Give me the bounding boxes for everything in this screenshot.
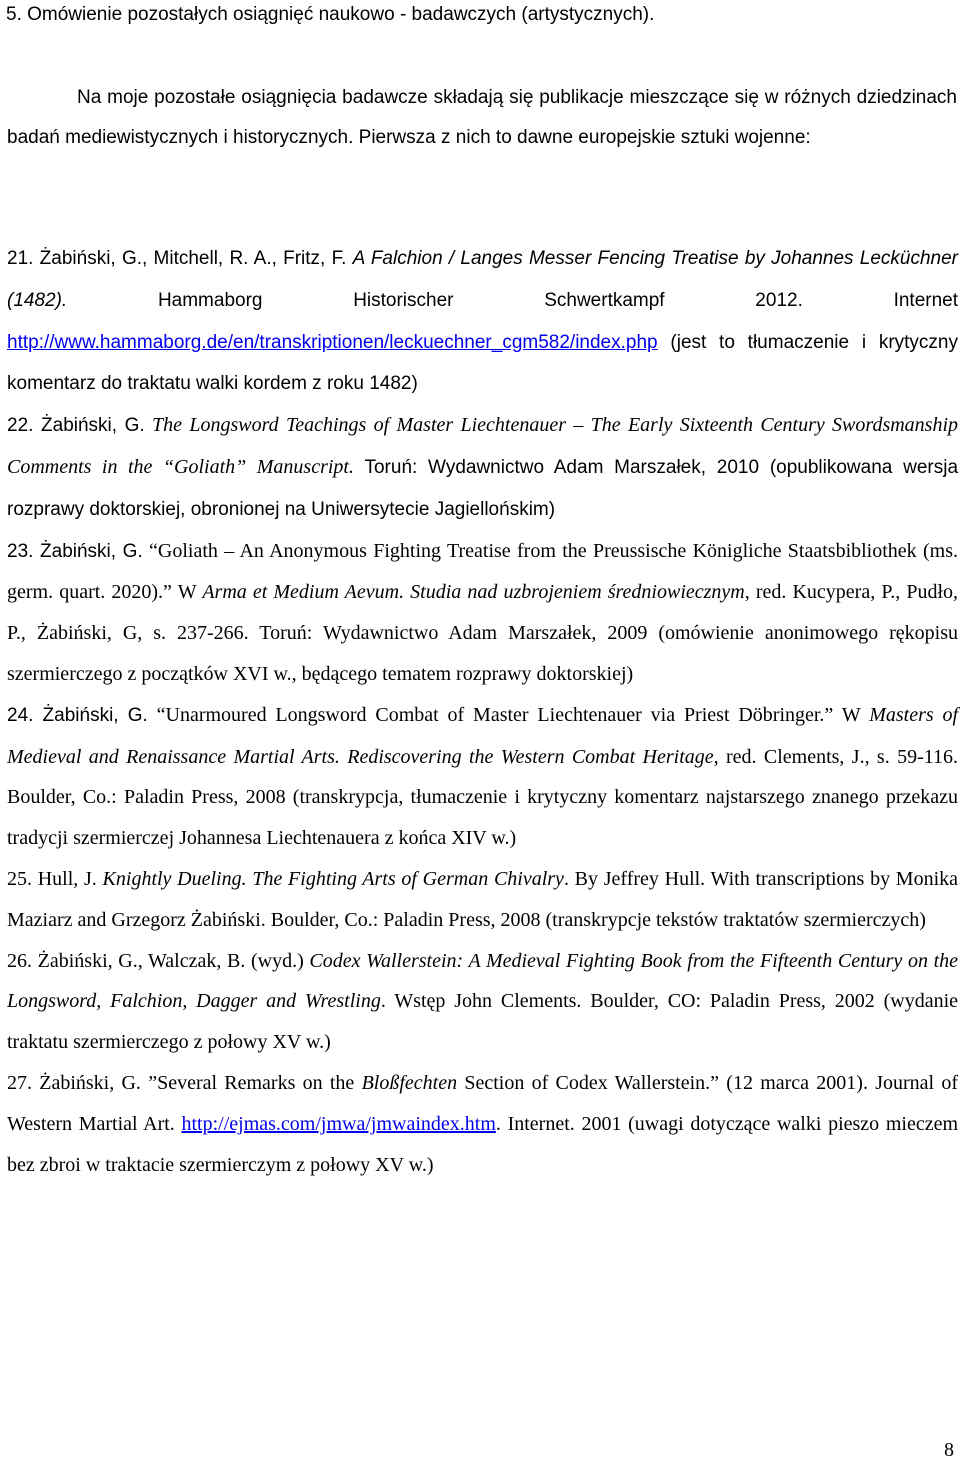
reference-chapter-end: Section of Codex Wallerstein.” (12 marca 2001). Journal of Western Martial Art. bbox=[7, 1071, 958, 1135]
reference-book: Knightly Dueling. The Fighting Arts of German Chivalry bbox=[102, 867, 564, 890]
reference-details: , red. Clements, J., s. 59-116. Boulder, Co.: Paladin Press, 2008 (transkrypcja, tłumaczenie i krytyczny komentarz najstarszego znanego przekazu tradycji szermierczej Johannesa Liechtenauera z końca XIV w.) bbox=[7, 745, 958, 850]
section-heading: 5. Omówienie pozostałych osiągnięć naukowo - badawczych (artystycznych). bbox=[6, 4, 655, 25]
reference-link[interactable]: http://ejmas.com/jmwa/jmwaindex.htm bbox=[181, 1112, 496, 1135]
reference-item bbox=[7, 238, 958, 405]
reference-details: Toruń: Wydawnictwo Adam Marszałek, 2010 (opublikowana wersja rozprawy doktorskiej, obronionej na Uniwersytecie Jagiellońskim) bbox=[7, 456, 959, 520]
reference-title: A Falchion / Langes Messer Fencing Treatise by Johannes Lecküchner (1482). bbox=[7, 248, 958, 311]
reference-number: 25. bbox=[7, 867, 32, 890]
reference-details: . Internet. 2001 (uwagi dotyczące walki pieszo mieczem bez zbroi w traktacie szermierczym z połowy XV w.) bbox=[7, 1112, 959, 1176]
reference-authors: Żabiński, G., Mitchell, R. A., Fritz, F. bbox=[39, 248, 347, 269]
reference-authors: Żabiński, G. bbox=[41, 415, 145, 437]
reference-book: Codex Wallerstein: A Medieval Fighting Book from the Fifteenth Century on the Longsword, Falchion, Dagger and Wrestling bbox=[7, 949, 959, 1013]
reference-number: 27. bbox=[7, 1071, 32, 1094]
page-number: 8 bbox=[944, 1439, 954, 1461]
reference-item bbox=[7, 695, 958, 859]
reference-title: The Longsword Teachings of Master Liechtenauer – The Early Sixteenth Century Swordsmanship Comments in the “Goliath” Manuscript. bbox=[7, 414, 959, 478]
reference-item bbox=[7, 405, 958, 530]
intro-text: Na moje pozostałe osiągnięcia badawcze składają się publikacje mieszczące się w różnych dziedzinach badań mediewistycznych i historycznych. Pierwsza z nich to dawne europejskie sztuki wojenne: bbox=[7, 87, 957, 148]
reference-link[interactable]: http://www.hammaborg.de/en/transkriptionen/leckuechner_cgm582/index.php bbox=[7, 331, 658, 353]
reference-authors: Żabiński, G., Walczak, B. (wyd.) bbox=[37, 949, 304, 972]
reference-book: Arma et Medium Aevum. Studia nad uzbrojeniem średniowiecznym bbox=[202, 581, 745, 604]
reference-chapter: “Unarmoured Longsword Combat of Master Liechtenauer via Priest Döbringer.” bbox=[156, 703, 834, 726]
reference-number: 24. bbox=[7, 704, 34, 726]
reference-book: Masters of Medieval and Renaissance Martial Arts. Rediscovering the Western Combat Heritage bbox=[7, 703, 959, 768]
reference-list bbox=[7, 238, 958, 1185]
reference-chapter-start: ”Several Remarks on the bbox=[148, 1071, 355, 1094]
reference-in: W bbox=[841, 703, 861, 726]
reference-authors: Żabiński, G. bbox=[40, 540, 143, 562]
reference-chapter: “Goliath – An Anonymous Fighting Treatise from the Preussische Königliche Staatsbibliothek (ms. germ. quart. 2020).” bbox=[7, 539, 958, 604]
reference-note: (jest to tłumaczenie i krytyczny komentarz do traktatu walki kordem z roku 1482) bbox=[7, 331, 958, 395]
reference-in: W bbox=[177, 581, 197, 604]
reference-authors: Hull, J. bbox=[37, 867, 97, 890]
reference-chapter-italic: Bloßfechten bbox=[361, 1071, 458, 1094]
reference-number: 22. bbox=[7, 415, 34, 437]
reference-authors: Żabiński, G. bbox=[42, 704, 148, 726]
reference-authors: Żabiński, G. bbox=[39, 1071, 141, 1094]
intro-paragraph bbox=[7, 78, 957, 158]
reference-item bbox=[7, 1063, 958, 1185]
reference-number: 26. bbox=[7, 949, 32, 972]
reference-item bbox=[7, 859, 958, 941]
reference-publisher: Hammaborg Historischer Schwertkampf 2012. Internet bbox=[157, 289, 959, 311]
reference-number: 21. bbox=[7, 248, 34, 269]
reference-number: 23. bbox=[7, 540, 34, 562]
reference-details: , red. Kucypera, P., Pudło, P., Żabiński, G, s. 237-266. Toruń: Wydawnictwo Adam Marszałek, 2009 (omówienie anonimowego rękopisu szermierczego z początków XVI w., będącego tematem rozprawy doktorskiej) bbox=[7, 581, 959, 685]
reference-item bbox=[7, 941, 958, 1063]
reference-details: . By Jeffrey Hull. With transcriptions by Monika Maziarz and Grzegorz Żabiński. Boulder, Co.: Paladin Press, 2008 (transkrypcje tekstów traktatów szermierczych) bbox=[7, 867, 959, 931]
reference-item bbox=[7, 531, 958, 695]
reference-details: . Wstęp John Clements. Boulder, CO: Paladin Press, 2002 (wydanie traktatu szermierczego z połowy XV w.) bbox=[7, 990, 959, 1054]
